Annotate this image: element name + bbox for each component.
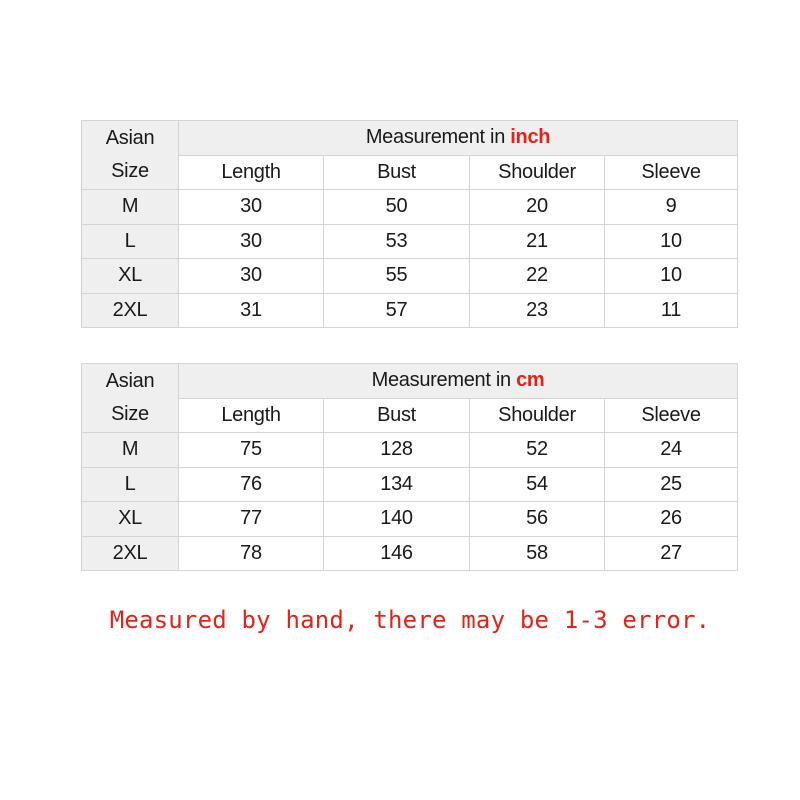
table-row: [82, 224, 738, 259]
size-header-cell: [82, 364, 179, 433]
length-cell: 76: [179, 467, 324, 502]
shoulder-cell: 21: [470, 224, 605, 259]
bust-cell: 50: [324, 190, 470, 225]
table-row: [82, 190, 738, 225]
shoulder-cell: 56: [470, 502, 605, 537]
length-cell: 30: [179, 190, 324, 225]
column-header-shoulder: Shoulder: [470, 155, 605, 190]
shoulder-cell: 54: [470, 467, 605, 502]
size-header-line-1: Asian: [105, 127, 155, 149]
size-header-cell: [82, 121, 179, 190]
table-row: [82, 293, 738, 328]
bust-cell: 134: [324, 467, 470, 502]
length-cell: 31: [179, 293, 324, 328]
size-cell: 2XL: [82, 293, 179, 328]
measurement-header: [179, 364, 738, 399]
table-row: [82, 433, 738, 468]
sleeve-cell: 11: [605, 293, 738, 328]
column-header-length: Length: [179, 398, 324, 433]
sleeve-cell: 25: [605, 467, 738, 502]
measurement-prefix: Measurement in: [371, 369, 517, 392]
sleeve-cell: 24: [605, 433, 738, 468]
bust-cell: 140: [324, 502, 470, 537]
sleeve-cell: 10: [605, 259, 738, 294]
size-cell: XL: [82, 259, 179, 294]
bust-cell: 53: [324, 224, 470, 259]
size-header-line-2: Size: [111, 403, 149, 425]
table-row: [82, 502, 738, 537]
column-header-shoulder: Shoulder: [470, 398, 605, 433]
table-row: [82, 467, 738, 502]
column-header-length: Length: [179, 155, 324, 190]
length-cell: 75: [179, 433, 324, 468]
length-cell: 78: [179, 536, 324, 571]
measurement-note: Measured by hand, there may be 1-3 error.: [109, 606, 711, 634]
bust-cell: 146: [324, 536, 470, 571]
shoulder-cell: 20: [470, 190, 605, 225]
shoulder-cell: 58: [470, 536, 605, 571]
sleeve-cell: 26: [605, 502, 738, 537]
sleeve-cell: 10: [605, 224, 738, 259]
measurement-prefix: Measurement in: [365, 126, 511, 149]
size-cell: 2XL: [82, 536, 179, 571]
bust-cell: 55: [324, 259, 470, 294]
size-cell: L: [82, 467, 179, 502]
column-header-bust: Bust: [324, 155, 470, 190]
size-table-inch: [81, 120, 738, 328]
sleeve-cell: 9: [605, 190, 738, 225]
shoulder-cell: 52: [470, 433, 605, 468]
shoulder-cell: 22: [470, 259, 605, 294]
measurement-header: [179, 121, 738, 156]
bust-cell: 57: [324, 293, 470, 328]
size-cell: L: [82, 224, 179, 259]
table-row: [82, 259, 738, 294]
unit-label: cm: [516, 369, 545, 392]
column-header-sleeve: Sleeve: [605, 155, 738, 190]
table-row: [82, 536, 738, 571]
column-header-bust: Bust: [324, 398, 470, 433]
length-cell: 30: [179, 259, 324, 294]
size-cell: XL: [82, 502, 179, 537]
column-header-sleeve: Sleeve: [605, 398, 738, 433]
size-table-cm: [81, 363, 738, 571]
size-cell: M: [82, 190, 179, 225]
size-cell: M: [82, 433, 179, 468]
length-cell: 77: [179, 502, 324, 537]
sleeve-cell: 27: [605, 536, 738, 571]
length-cell: 30: [179, 224, 324, 259]
size-header-line-1: Asian: [105, 370, 155, 392]
shoulder-cell: 23: [470, 293, 605, 328]
size-header-line-2: Size: [111, 160, 149, 182]
unit-label: inch: [510, 126, 551, 149]
bust-cell: 128: [324, 433, 470, 468]
